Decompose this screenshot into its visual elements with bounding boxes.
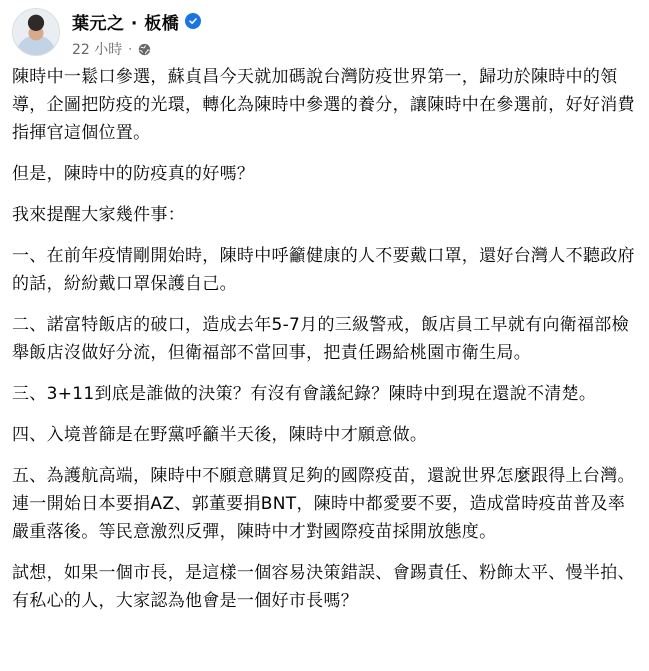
post-paragraph: 二、諾富特飯店的破口，造成去年5-7月的三級警戒，飯店員工早就有向衛福部檢舉飯店沒做好分流，但衛福部不當回事，把責任踢給桃園市衛生局。 [12, 315, 629, 363]
author-name[interactable]: 葉元之 · 板橋 [72, 13, 180, 34]
post-paragraph: 五、為護航高端，陳時中不願意購買足夠的國際疫苗，還說世界怎麼跟得上台灣。連一開始日本要捐AZ、郭董要捐BNT，陳時中都愛要不要，造成當時疫苗普及率嚴重落後。等民意激烈反彈，陳時中才對國際疫苗採開放態度。 [12, 466, 635, 542]
post-time-row [72, 39, 201, 59]
post-paragraph: 陳時中一鬆口參選，蘇貞昌今天就加碼說台灣防疫世界第一，歸功於陳時中的領導，企圖把防疫的光環，轉化為陳時中參選的養分，讓陳時中在參選前，好好消費指揮官這個位置。 [12, 67, 635, 143]
post-paragraph: 但是，陳時中的防疫真的好嗎？ [12, 164, 255, 184]
post-header [12, 8, 201, 64]
author-row [72, 9, 201, 33]
post-paragraph: 一、在前年疫情剛開始時，陳時中呼籲健康的人不要戴口罩，還好台灣人不聽政府的話，紛紛戴口罩保護自己。 [12, 246, 635, 294]
post-meta [72, 9, 201, 59]
meta-separator: · [128, 42, 133, 56]
post-body [12, 63, 636, 628]
author-avatar[interactable] [12, 8, 60, 56]
verified-badge-icon [185, 13, 201, 29]
globe-icon[interactable] [138, 43, 151, 56]
post-paragraph: 三、3+11到底是誰做的決策？有沒有會議紀錄？陳時中到現在還說不清楚。 [12, 384, 597, 404]
post-paragraph: 四、入境普篩是在野黨呼籲半天後，陳時中才願意做。 [12, 425, 428, 445]
post-paragraph: 我來提醒大家幾件事： [12, 205, 185, 225]
post-paragraph: 試想，如果一個市長，是這樣一個容易決策錯誤、會踢責任、粉飾太平、慢半拍、有私心的人，大家認為他會是一個好市長嗎？ [12, 563, 635, 611]
post-timestamp[interactable]: 22 小時 [72, 42, 123, 58]
